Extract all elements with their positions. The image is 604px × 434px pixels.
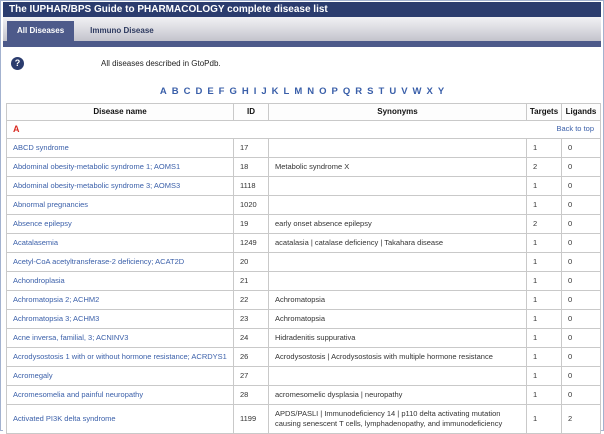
synonyms-cell: Acrodysostosis | Acrodysostosis with multiple hormone resistance	[269, 348, 527, 367]
table-row	[7, 272, 601, 291]
table-row	[7, 234, 601, 253]
disease-name-cell	[7, 291, 234, 310]
alphabet-link-O[interactable]: O	[319, 86, 327, 97]
synonyms-cell: Metabolic syndrome X	[269, 158, 527, 177]
disease-link[interactable]: ABCD syndrome	[13, 143, 69, 152]
table-row	[7, 196, 601, 215]
disease-name-cell	[7, 139, 234, 158]
alphabet-link-Y[interactable]: Y	[437, 86, 445, 97]
disease-link[interactable]: Acetyl-CoA acetyltransferase-2 deficiency; ACAT2D	[13, 257, 185, 266]
disease-id-cell: 18	[234, 158, 269, 177]
disease-id-cell: 23	[234, 310, 269, 329]
alphabet-link-W[interactable]: W	[412, 86, 422, 97]
targets-cell: 1	[527, 177, 562, 196]
section-letter: A	[13, 124, 20, 134]
disease-name-cell	[7, 310, 234, 329]
table-row	[7, 348, 601, 367]
alphabet-link-L[interactable]: L	[283, 86, 290, 97]
alphabet-link-B[interactable]: B	[171, 86, 179, 97]
col-header-disease-name: Disease name	[7, 104, 234, 121]
intro-row	[3, 57, 601, 81]
alphabet-link-T[interactable]: T	[378, 86, 385, 97]
alphabet-link-V[interactable]: V	[401, 86, 408, 97]
disease-name-cell	[7, 196, 234, 215]
ligands-cell: 0	[562, 139, 601, 158]
table-row	[7, 139, 601, 158]
disease-id-cell: 28	[234, 386, 269, 405]
table-row	[7, 329, 601, 348]
ligands-cell: 2	[562, 405, 601, 434]
ligands-cell: 0	[562, 177, 601, 196]
disease-link[interactable]: Acatalasemia	[13, 238, 59, 247]
targets-cell: 2	[527, 158, 562, 177]
disease-table	[6, 103, 601, 434]
disease-link[interactable]: Acromegaly	[13, 371, 53, 380]
disease-id-cell: 24	[234, 329, 269, 348]
table-row	[7, 215, 601, 234]
synonyms-cell	[269, 272, 527, 291]
synonyms-cell: Hidradenitis suppurativa	[269, 329, 527, 348]
disease-id-cell: 26	[234, 348, 269, 367]
alphabet-link-D[interactable]: D	[195, 86, 203, 97]
disease-link[interactable]: Achromatopsia 3; ACHM3	[13, 314, 100, 323]
alphabet-link-G[interactable]: G	[229, 86, 237, 97]
targets-cell: 1	[527, 291, 562, 310]
ligands-cell: 0	[562, 386, 601, 405]
alphabet-link-A[interactable]: A	[159, 86, 167, 97]
table-row	[7, 367, 601, 386]
table-row	[7, 386, 601, 405]
help-icon[interactable]: ?	[11, 57, 24, 70]
ligands-cell: 0	[562, 253, 601, 272]
disease-name-cell	[7, 253, 234, 272]
disease-id-cell: 22	[234, 291, 269, 310]
alphabet-link-C[interactable]: C	[183, 86, 191, 97]
disease-link[interactable]: Abnormal pregnancies	[13, 200, 89, 209]
content-area	[3, 47, 601, 434]
targets-cell: 1	[527, 310, 562, 329]
alphabet-link-I[interactable]: I	[253, 86, 257, 97]
col-header-ligands: Ligands	[562, 104, 601, 121]
disease-link[interactable]: Achondroplasia	[13, 276, 65, 285]
disease-link[interactable]: Activated PI3K delta syndrome	[13, 414, 116, 423]
disease-name-cell	[7, 158, 234, 177]
disease-name-cell	[7, 348, 234, 367]
ligands-cell: 0	[562, 348, 601, 367]
disease-id-cell: 1199	[234, 405, 269, 434]
synonyms-cell: Achromatopsia	[269, 291, 527, 310]
alphabet-link-E[interactable]: E	[207, 86, 214, 97]
page-title: The IUPHAR/BPS Guide to PHARMACOLOGY complete disease list	[3, 2, 601, 17]
ligands-cell: 0	[562, 329, 601, 348]
targets-cell: 1	[527, 272, 562, 291]
table-header-row	[7, 104, 601, 121]
tab-bar	[3, 17, 601, 41]
targets-cell: 2	[527, 215, 562, 234]
disease-id-cell: 1118	[234, 177, 269, 196]
ligands-cell: 0	[562, 196, 601, 215]
disease-name-cell	[7, 234, 234, 253]
alphabet-link-F[interactable]: F	[218, 86, 225, 97]
synonyms-cell: acatalasia | catalase deficiency | Takahara disease	[269, 234, 527, 253]
targets-cell: 1	[527, 234, 562, 253]
col-header-id: ID	[234, 104, 269, 121]
targets-cell: 1	[527, 367, 562, 386]
alphabet-link-N[interactable]: N	[307, 86, 315, 97]
disease-name-cell	[7, 329, 234, 348]
tab-group	[7, 21, 164, 41]
table-row	[7, 291, 601, 310]
synonyms-cell	[269, 196, 527, 215]
disease-name-cell	[7, 367, 234, 386]
table-row	[7, 177, 601, 196]
alphabet-nav	[3, 81, 601, 97]
ligands-cell: 0	[562, 215, 601, 234]
disease-name-cell	[7, 405, 234, 434]
disease-link[interactable]: Acromesomelia and painful neuropathy	[13, 390, 144, 399]
ligands-cell: 0	[562, 158, 601, 177]
page-description: All diseases described in GtoPdb.	[101, 59, 221, 68]
alphabet-link-M[interactable]: M	[294, 86, 303, 97]
synonyms-cell	[269, 177, 527, 196]
disease-link[interactable]: Acne inversa, familial, 3; ACNINV3	[13, 333, 129, 342]
targets-cell: 1	[527, 196, 562, 215]
disease-name-cell	[7, 272, 234, 291]
back-to-top-link[interactable]: Back to top	[556, 124, 594, 133]
table-row	[7, 253, 601, 272]
disease-id-cell: 17	[234, 139, 269, 158]
targets-cell: 1	[527, 329, 562, 348]
targets-cell: 1	[527, 405, 562, 434]
alphabet-link-X[interactable]: X	[426, 86, 433, 97]
disease-id-cell: 21	[234, 272, 269, 291]
disease-link[interactable]: Absence epilepsy	[13, 219, 72, 228]
tab-all-diseases[interactable]: All Diseases	[7, 21, 74, 41]
synonyms-cell	[269, 139, 527, 158]
table-row	[7, 158, 601, 177]
disease-link[interactable]: Acrodysostosis 1 with or without hormone resistance; ACRDYS1	[13, 352, 227, 361]
disease-id-cell: 1020	[234, 196, 269, 215]
targets-cell: 1	[527, 253, 562, 272]
ligands-cell: 0	[562, 291, 601, 310]
alphabet-link-S[interactable]: S	[367, 86, 374, 97]
alphabet-link-H[interactable]: H	[241, 86, 249, 97]
disease-link[interactable]: Abdominal obesity-metabolic syndrome 3; AOMS3	[13, 181, 181, 190]
disease-name-cell	[7, 177, 234, 196]
section-row	[7, 121, 601, 139]
col-header-synonyms: Synonyms	[269, 104, 527, 121]
table-row	[7, 405, 601, 434]
ligands-cell: 0	[562, 310, 601, 329]
alphabet-link-R[interactable]: R	[355, 86, 363, 97]
targets-cell: 1	[527, 386, 562, 405]
synonyms-cell: Achromatopsia	[269, 310, 527, 329]
ligands-cell: 0	[562, 234, 601, 253]
synonyms-cell	[269, 367, 527, 386]
synonyms-cell: APDS/PASLI | Immunodeficiency 14 | p110 delta activating mutation causing senescent T cells, lymphadenopathy, and immunodeficiency	[269, 405, 527, 434]
targets-cell: 1	[527, 348, 562, 367]
alphabet-link-P[interactable]: P	[331, 86, 338, 97]
disease-name-cell	[7, 386, 234, 405]
disease-name-cell	[7, 215, 234, 234]
synonyms-cell: acromesomelic dysplasia | neuropathy	[269, 386, 527, 405]
alphabet-link-K[interactable]: K	[271, 86, 279, 97]
tab-immuno-disease[interactable]: Immuno Disease	[90, 26, 154, 35]
synonyms-cell	[269, 253, 527, 272]
disease-id-cell: 19	[234, 215, 269, 234]
targets-cell: 1	[527, 139, 562, 158]
disease-link[interactable]: Achromatopsia 2; ACHM2	[13, 295, 100, 304]
disease-id-cell: 20	[234, 253, 269, 272]
disease-id-cell: 27	[234, 367, 269, 386]
table-row	[7, 310, 601, 329]
alphabet-link-J[interactable]: J	[261, 86, 267, 97]
alphabet-link-Q[interactable]: Q	[342, 86, 351, 97]
col-header-targets: Targets	[527, 104, 562, 121]
ligands-cell: 0	[562, 367, 601, 386]
synonyms-cell: early onset absence epilepsy	[269, 215, 527, 234]
disease-id-cell: 1249	[234, 234, 269, 253]
ligands-cell: 0	[562, 272, 601, 291]
disease-link[interactable]: Abdominal obesity-metabolic syndrome 1; AOMS1	[13, 162, 181, 171]
alphabet-link-U[interactable]: U	[389, 86, 397, 97]
